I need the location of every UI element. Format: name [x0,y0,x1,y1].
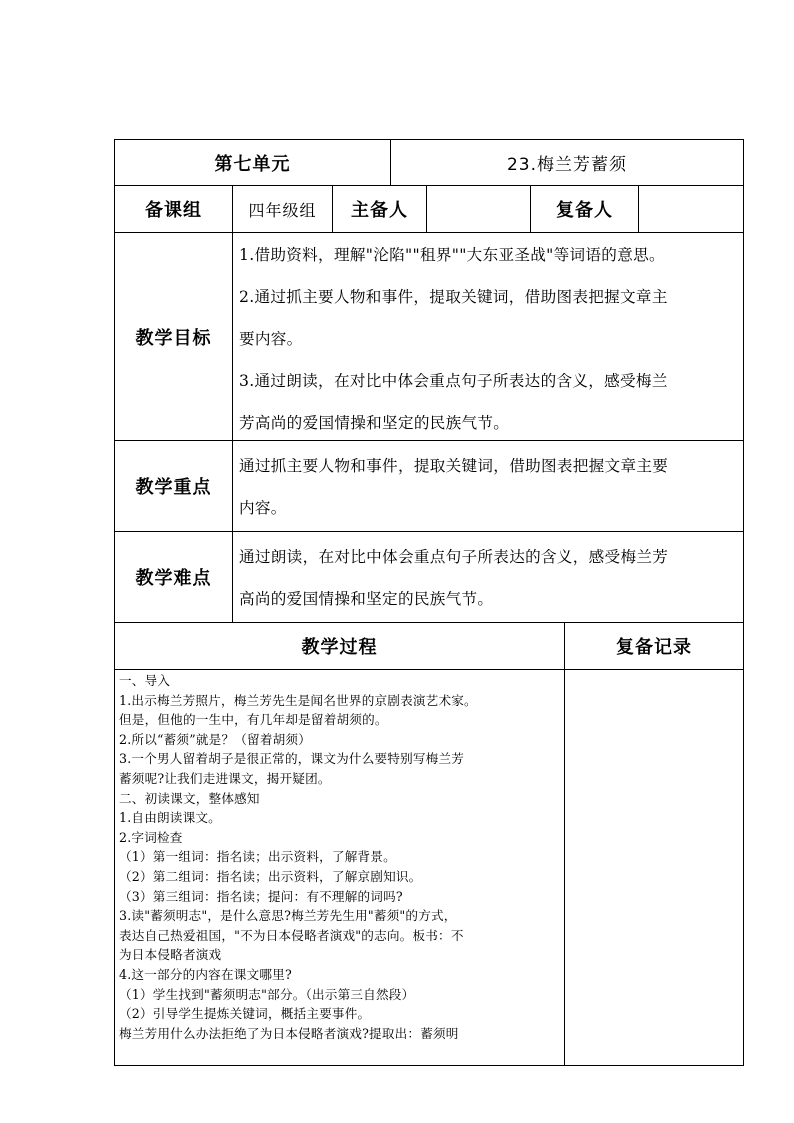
lesson-plan-table [114,139,744,1066]
lead-label-cell [332,185,427,233]
key-points-label-cell [114,440,233,532]
process-line: （3）第三组词：指名读；提问：有不理解的词吗? [119,888,403,904]
prep-group-value-cell [232,185,333,233]
goals-content [232,232,744,441]
process-line: 表达自己热爱祖国，"不为日本侵略者演戏"的志向。板书：不 [119,927,464,943]
process-line: 一、导入 [119,673,171,688]
prep-group-label: 备课组 [145,200,202,221]
goals-label-cell [114,232,233,441]
process-label-cell [114,622,565,670]
unit-cell [114,139,391,186]
goals-label: 教学目标 [135,327,212,349]
process-line: 1.自由朗读课文。 [119,810,221,826]
goal-line: 1.借助资料，理解"沦陷""租界""大东亚圣战"等词语的意思。 [239,246,665,264]
process-line: 4.这一部分的内容在课文哪里? [119,966,292,982]
difficulty-line: 高尚的爱国情操和坚定的民族气节。 [239,590,494,608]
process-line: （2）第二组词：指名读；出示资料，了解京剧知识。 [119,868,422,884]
key-point-line: 内容。 [239,499,287,517]
process-label: 教学过程 [301,637,378,658]
process-line: 为日本侵略者演戏 [119,947,222,963]
key-point-line: 通过抓主要人物和事件，提取关键词，借助图表把握文章主要 [239,457,669,475]
goal-line: 3.通过朗读，在对比中体会重点句子所表达的含义，感受梅兰 [239,372,668,390]
process-line: 2.所以“蓄须”就是？（留着胡须） [119,731,312,747]
review-value-cell [638,185,744,233]
process-line: 梅兰芳用什么办法拒绝了为日本侵略者演戏?提取出：蓄须明 [119,1025,459,1041]
lesson-cell [390,139,744,186]
difficulty-line: 通过朗读，在对比中体会重点句子所表达的含义，感受梅兰芳 [239,548,669,566]
process-line: （1）第一组词：指名读；出示资料，了解背景。 [119,849,396,865]
review-record-content [564,669,744,1066]
process-line: 2.字词检查 [119,829,183,845]
process-line: 1.出示梅兰芳照片，梅兰芳先生是闻名世界的京剧表演艺术家。 [119,692,477,708]
process-line: 3.一个男人留着胡子是很正常的，课文为什么要特别写梅兰芳 [119,751,465,767]
goal-line: 芳高尚的爱国情操和坚定的民族气节。 [239,414,510,432]
process-content [114,669,565,1066]
process-line: （1）学生找到"蓄须明志"部分。（出示第三自然段） [119,986,415,1002]
process-line: 但是，但他的一生中，有几年却是留着胡须的。 [119,712,388,728]
review-label: 复备人 [556,200,613,221]
process-line: （2）引导学生提炼关键词，概括主要事件。 [119,1006,371,1022]
lead-label: 主备人 [351,200,408,221]
process-line: 3.读"蓄须明志"，是什么意思?梅兰芳先生用"蓄须"的方式， [119,908,457,924]
goal-line: 要内容。 [239,330,303,348]
key-points-label: 教学重点 [135,477,212,498]
lead-value-cell [426,185,531,233]
prep-group-value: 四年级组 [248,200,317,220]
unit-title: 第七单元 [214,153,291,175]
lesson-title: 23.梅兰芳蓄须 [506,155,628,175]
review-record-label: 复备记录 [616,637,692,658]
key-points-content [232,440,744,532]
difficulties-label: 教学难点 [135,568,212,589]
process-line: 二、初读课文，整体感知 [119,790,260,806]
difficulties-content [232,531,744,623]
difficulties-label-cell [114,531,233,623]
review-record-label-cell [564,622,744,670]
review-label-cell [530,185,639,233]
goal-line: 2.通过抓主要人物和事件，提取关键词，借助图表把握文章主 [239,288,668,306]
prep-group-label-cell [114,185,233,233]
process-line: 蓄须呢?让我们走进课文，揭开疑团。 [119,770,331,786]
